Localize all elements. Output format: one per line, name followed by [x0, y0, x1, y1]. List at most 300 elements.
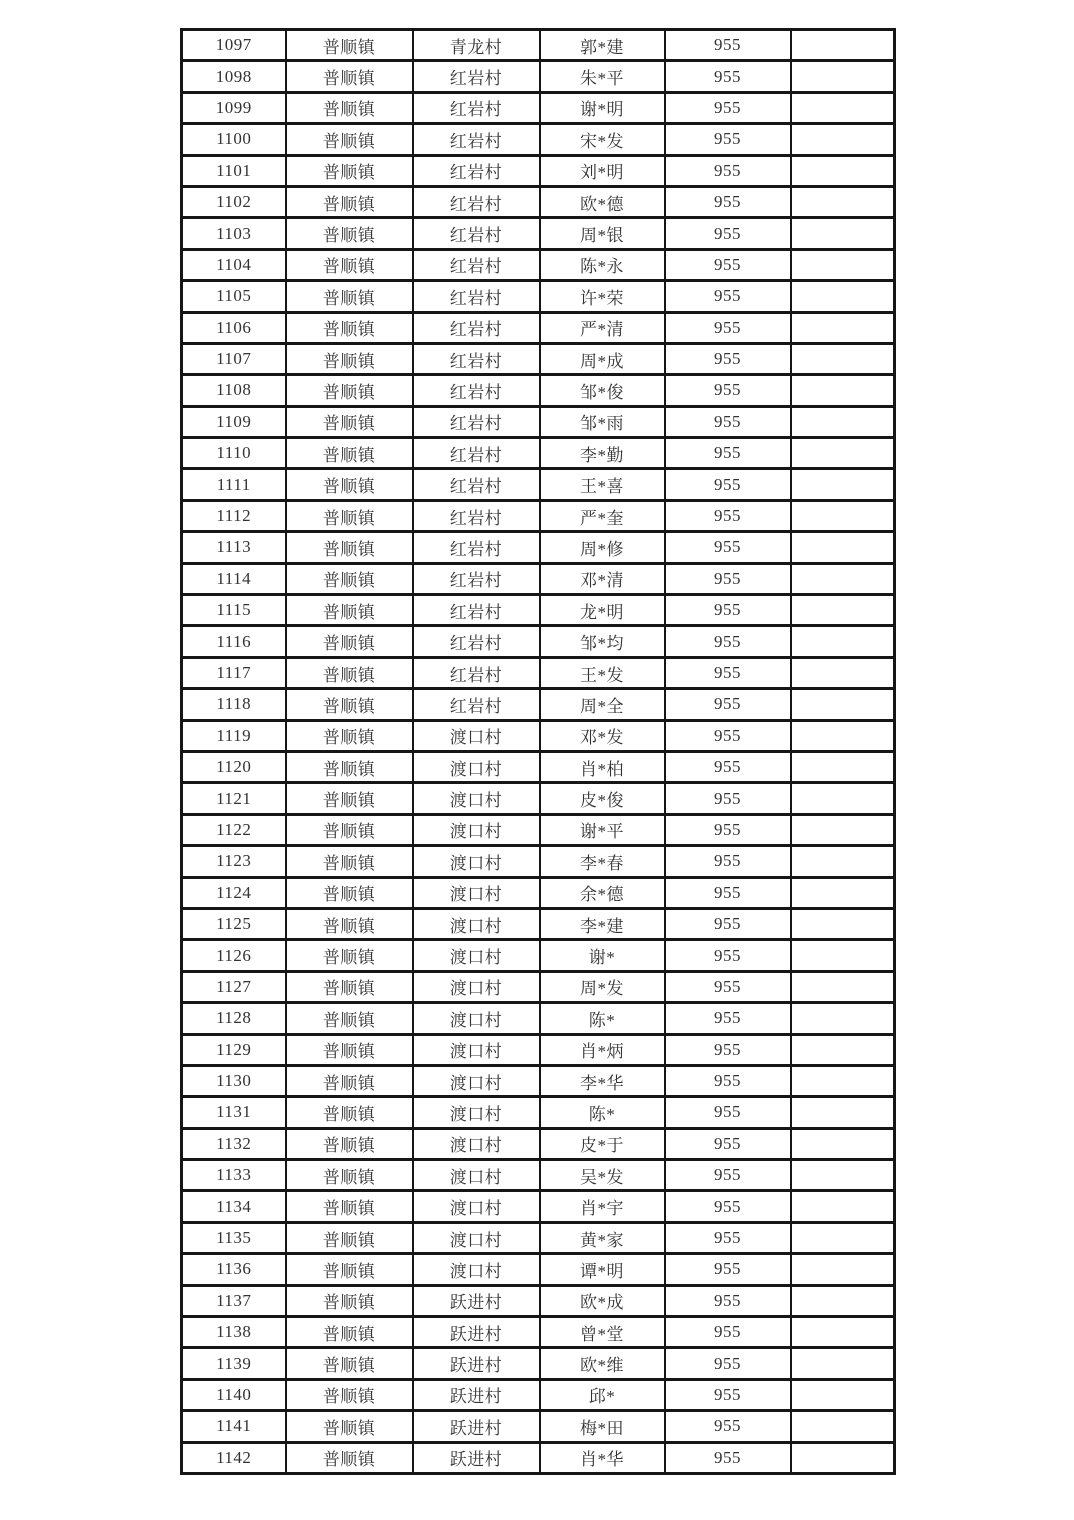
masked-name-cell: 陈*永	[540, 249, 665, 280]
table-row	[182, 846, 895, 877]
town-cell: 普顺镇	[286, 249, 413, 280]
serial-number-cell: 1121	[182, 783, 286, 814]
village-cell: 渡口村	[413, 971, 540, 1002]
village-cell: 渡口村	[413, 1191, 540, 1222]
masked-name-cell: 郭*建	[540, 30, 665, 61]
code-cell: 955	[665, 814, 791, 845]
empty-cell	[791, 406, 895, 437]
code-cell: 955	[665, 406, 791, 437]
serial-number-cell: 1132	[182, 1128, 286, 1159]
town-cell: 普顺镇	[286, 1379, 413, 1410]
masked-name-cell: 邹*均	[540, 626, 665, 657]
code-cell: 955	[665, 218, 791, 249]
serial-number-cell: 1113	[182, 532, 286, 563]
table-row	[182, 1348, 895, 1379]
village-cell: 跃进村	[413, 1348, 540, 1379]
table-row	[182, 940, 895, 971]
code-cell: 955	[665, 1097, 791, 1128]
town-cell: 普顺镇	[286, 218, 413, 249]
table-row	[182, 124, 895, 155]
serial-number-cell: 1117	[182, 657, 286, 688]
serial-number-cell: 1129	[182, 1034, 286, 1065]
empty-cell	[791, 1222, 895, 1253]
table-row	[182, 500, 895, 531]
serial-number-cell: 1142	[182, 1442, 286, 1473]
empty-cell	[791, 281, 895, 312]
town-cell: 普顺镇	[286, 343, 413, 374]
serial-number-cell: 1128	[182, 1003, 286, 1034]
empty-cell	[791, 908, 895, 939]
empty-cell	[791, 155, 895, 186]
code-cell: 955	[665, 626, 791, 657]
code-cell: 955	[665, 1222, 791, 1253]
masked-name-cell: 欧*德	[540, 186, 665, 217]
village-cell: 红岩村	[413, 595, 540, 626]
serial-number-cell: 1131	[182, 1097, 286, 1128]
village-cell: 渡口村	[413, 877, 540, 908]
masked-name-cell: 黄*家	[540, 1222, 665, 1253]
town-cell: 普顺镇	[286, 532, 413, 563]
town-cell: 普顺镇	[286, 1442, 413, 1473]
empty-cell	[791, 751, 895, 782]
serial-number-cell: 1123	[182, 846, 286, 877]
town-cell: 普顺镇	[286, 1254, 413, 1285]
village-cell: 渡口村	[413, 720, 540, 751]
code-cell: 955	[665, 689, 791, 720]
masked-name-cell: 皮*于	[540, 1128, 665, 1159]
masked-name-cell: 邓*清	[540, 563, 665, 594]
village-cell: 青龙村	[413, 30, 540, 61]
village-cell: 跃进村	[413, 1317, 540, 1348]
town-cell: 普顺镇	[286, 1065, 413, 1096]
masked-name-cell: 谢*平	[540, 814, 665, 845]
code-cell: 955	[665, 1379, 791, 1410]
town-cell: 普顺镇	[286, 751, 413, 782]
village-cell: 红岩村	[413, 626, 540, 657]
table-row	[182, 61, 895, 92]
empty-cell	[791, 1191, 895, 1222]
code-cell: 955	[665, 249, 791, 280]
masked-name-cell: 肖*柏	[540, 751, 665, 782]
village-cell: 红岩村	[413, 186, 540, 217]
code-cell: 955	[665, 1034, 791, 1065]
table-row	[182, 469, 895, 500]
town-cell: 普顺镇	[286, 814, 413, 845]
code-cell: 955	[665, 1128, 791, 1159]
village-cell: 红岩村	[413, 124, 540, 155]
code-cell: 955	[665, 846, 791, 877]
empty-cell	[791, 1254, 895, 1285]
town-cell: 普顺镇	[286, 469, 413, 500]
village-cell: 渡口村	[413, 751, 540, 782]
village-cell: 红岩村	[413, 438, 540, 469]
town-cell: 普顺镇	[286, 1191, 413, 1222]
code-cell: 955	[665, 1348, 791, 1379]
serial-number-cell: 1107	[182, 343, 286, 374]
serial-number-cell: 1109	[182, 406, 286, 437]
town-cell: 普顺镇	[286, 940, 413, 971]
masked-name-cell: 欧*成	[540, 1285, 665, 1316]
empty-cell	[791, 940, 895, 971]
serial-number-cell: 1105	[182, 281, 286, 312]
table-row	[182, 689, 895, 720]
serial-number-cell: 1116	[182, 626, 286, 657]
empty-cell	[791, 532, 895, 563]
masked-name-cell: 余*德	[540, 877, 665, 908]
village-cell: 红岩村	[413, 657, 540, 688]
serial-number-cell: 1106	[182, 312, 286, 343]
masked-name-cell: 肖*华	[540, 1442, 665, 1473]
empty-cell	[791, 375, 895, 406]
serial-number-cell: 1118	[182, 689, 286, 720]
code-cell: 955	[665, 595, 791, 626]
empty-cell	[791, 877, 895, 908]
serial-number-cell: 1141	[182, 1411, 286, 1442]
table-row	[182, 971, 895, 1002]
serial-number-cell: 1101	[182, 155, 286, 186]
town-cell: 普顺镇	[286, 186, 413, 217]
code-cell: 955	[665, 1411, 791, 1442]
code-cell: 955	[665, 1317, 791, 1348]
masked-name-cell: 许*荣	[540, 281, 665, 312]
village-cell: 渡口村	[413, 908, 540, 939]
town-cell: 普顺镇	[286, 563, 413, 594]
table-row	[182, 155, 895, 186]
masked-name-cell: 周*全	[540, 689, 665, 720]
table-row	[182, 1411, 895, 1442]
code-cell: 955	[665, 940, 791, 971]
code-cell: 955	[665, 92, 791, 123]
masked-name-cell: 周*银	[540, 218, 665, 249]
town-cell: 普顺镇	[286, 657, 413, 688]
town-cell: 普顺镇	[286, 375, 413, 406]
village-cell: 渡口村	[413, 814, 540, 845]
empty-cell	[791, 469, 895, 500]
village-cell: 渡口村	[413, 1097, 540, 1128]
code-cell: 955	[665, 720, 791, 751]
town-cell: 普顺镇	[286, 626, 413, 657]
table-row	[182, 877, 895, 908]
town-cell: 普顺镇	[286, 155, 413, 186]
empty-cell	[791, 1348, 895, 1379]
table-row	[182, 1160, 895, 1191]
masked-name-cell: 周*修	[540, 532, 665, 563]
table-row	[182, 908, 895, 939]
village-cell: 渡口村	[413, 846, 540, 877]
empty-cell	[791, 971, 895, 1002]
masked-name-cell: 皮*俊	[540, 783, 665, 814]
empty-cell	[791, 783, 895, 814]
masked-name-cell: 邱*	[540, 1379, 665, 1410]
masked-name-cell: 邹*俊	[540, 375, 665, 406]
code-cell: 955	[665, 61, 791, 92]
masked-name-cell: 李*华	[540, 1065, 665, 1096]
table-row	[182, 1285, 895, 1316]
town-cell: 普顺镇	[286, 720, 413, 751]
town-cell: 普顺镇	[286, 92, 413, 123]
empty-cell	[791, 1034, 895, 1065]
serial-number-cell: 1114	[182, 563, 286, 594]
town-cell: 普顺镇	[286, 124, 413, 155]
table-row	[182, 1191, 895, 1222]
masked-name-cell: 肖*炳	[540, 1034, 665, 1065]
masked-name-cell: 谢*明	[540, 92, 665, 123]
table-row	[182, 657, 895, 688]
masked-name-cell: 邹*雨	[540, 406, 665, 437]
masked-name-cell: 肖*宇	[540, 1191, 665, 1222]
empty-cell	[791, 1411, 895, 1442]
serial-number-cell: 1124	[182, 877, 286, 908]
empty-cell	[791, 1160, 895, 1191]
empty-cell	[791, 1442, 895, 1473]
table-row	[182, 1317, 895, 1348]
code-cell: 955	[665, 1285, 791, 1316]
serial-number-cell: 1119	[182, 720, 286, 751]
code-cell: 955	[665, 30, 791, 61]
masked-name-cell: 周*成	[540, 343, 665, 374]
code-cell: 955	[665, 1442, 791, 1473]
village-cell: 渡口村	[413, 940, 540, 971]
serial-number-cell: 1140	[182, 1379, 286, 1410]
serial-number-cell: 1102	[182, 186, 286, 217]
village-cell: 红岩村	[413, 406, 540, 437]
code-cell: 955	[665, 469, 791, 500]
town-cell: 普顺镇	[286, 1285, 413, 1316]
table-row	[182, 1097, 895, 1128]
village-cell: 红岩村	[413, 218, 540, 249]
table-row	[182, 92, 895, 123]
village-cell: 红岩村	[413, 312, 540, 343]
serial-number-cell: 1103	[182, 218, 286, 249]
empty-cell	[791, 124, 895, 155]
town-cell: 普顺镇	[286, 406, 413, 437]
records-table	[180, 28, 896, 1475]
code-cell: 955	[665, 186, 791, 217]
masked-name-cell: 宋*发	[540, 124, 665, 155]
code-cell: 955	[665, 532, 791, 563]
town-cell: 普顺镇	[286, 1097, 413, 1128]
village-cell: 红岩村	[413, 563, 540, 594]
town-cell: 普顺镇	[286, 908, 413, 939]
table-row	[182, 563, 895, 594]
village-cell: 红岩村	[413, 249, 540, 280]
village-cell: 渡口村	[413, 1003, 540, 1034]
table-row	[182, 626, 895, 657]
village-cell: 渡口村	[413, 1254, 540, 1285]
serial-number-cell: 1115	[182, 595, 286, 626]
masked-name-cell: 谢*	[540, 940, 665, 971]
empty-cell	[791, 218, 895, 249]
table-row	[182, 186, 895, 217]
code-cell: 955	[665, 281, 791, 312]
empty-cell	[791, 595, 895, 626]
serial-number-cell: 1104	[182, 249, 286, 280]
table-row	[182, 532, 895, 563]
village-cell: 跃进村	[413, 1442, 540, 1473]
code-cell: 955	[665, 438, 791, 469]
village-cell: 红岩村	[413, 375, 540, 406]
table-row	[182, 1254, 895, 1285]
town-cell: 普顺镇	[286, 1034, 413, 1065]
records-table-body	[182, 30, 895, 1474]
table-row	[182, 343, 895, 374]
town-cell: 普顺镇	[286, 312, 413, 343]
town-cell: 普顺镇	[286, 1003, 413, 1034]
serial-number-cell: 1111	[182, 469, 286, 500]
village-cell: 红岩村	[413, 689, 540, 720]
serial-number-cell: 1137	[182, 1285, 286, 1316]
empty-cell	[791, 92, 895, 123]
town-cell: 普顺镇	[286, 61, 413, 92]
code-cell: 955	[665, 783, 791, 814]
masked-name-cell: 李*春	[540, 846, 665, 877]
table-row	[182, 751, 895, 782]
town-cell: 普顺镇	[286, 689, 413, 720]
village-cell: 红岩村	[413, 92, 540, 123]
serial-number-cell: 1133	[182, 1160, 286, 1191]
town-cell: 普顺镇	[286, 1160, 413, 1191]
code-cell: 955	[665, 155, 791, 186]
town-cell: 普顺镇	[286, 1317, 413, 1348]
masked-name-cell: 李*建	[540, 908, 665, 939]
town-cell: 普顺镇	[286, 1222, 413, 1253]
empty-cell	[791, 186, 895, 217]
masked-name-cell: 欧*维	[540, 1348, 665, 1379]
village-cell: 红岩村	[413, 61, 540, 92]
code-cell: 955	[665, 908, 791, 939]
table-row	[182, 1034, 895, 1065]
masked-name-cell: 邓*发	[540, 720, 665, 751]
table-row	[182, 1442, 895, 1473]
empty-cell	[791, 1285, 895, 1316]
town-cell: 普顺镇	[286, 783, 413, 814]
empty-cell	[791, 626, 895, 657]
table-row	[182, 1128, 895, 1159]
town-cell: 普顺镇	[286, 281, 413, 312]
town-cell: 普顺镇	[286, 595, 413, 626]
masked-name-cell: 严*清	[540, 312, 665, 343]
masked-name-cell: 刘*明	[540, 155, 665, 186]
serial-number-cell: 1122	[182, 814, 286, 845]
serial-number-cell: 1120	[182, 751, 286, 782]
empty-cell	[791, 61, 895, 92]
code-cell: 955	[665, 1191, 791, 1222]
table-row	[182, 312, 895, 343]
empty-cell	[791, 846, 895, 877]
village-cell: 红岩村	[413, 532, 540, 563]
serial-number-cell: 1099	[182, 92, 286, 123]
empty-cell	[791, 657, 895, 688]
masked-name-cell: 朱*平	[540, 61, 665, 92]
town-cell: 普顺镇	[286, 1128, 413, 1159]
code-cell: 955	[665, 1003, 791, 1034]
empty-cell	[791, 563, 895, 594]
code-cell: 955	[665, 877, 791, 908]
masked-name-cell: 王*发	[540, 657, 665, 688]
table-row	[182, 1003, 895, 1034]
code-cell: 955	[665, 312, 791, 343]
village-cell: 渡口村	[413, 1222, 540, 1253]
serial-number-cell: 1112	[182, 500, 286, 531]
serial-number-cell: 1134	[182, 1191, 286, 1222]
serial-number-cell: 1138	[182, 1317, 286, 1348]
masked-name-cell: 谭*明	[540, 1254, 665, 1285]
code-cell: 955	[665, 751, 791, 782]
village-cell: 红岩村	[413, 500, 540, 531]
empty-cell	[791, 1128, 895, 1159]
serial-number-cell: 1126	[182, 940, 286, 971]
empty-cell	[791, 343, 895, 374]
town-cell: 普顺镇	[286, 1411, 413, 1442]
village-cell: 渡口村	[413, 1160, 540, 1191]
village-cell: 红岩村	[413, 343, 540, 374]
masked-name-cell: 周*发	[540, 971, 665, 1002]
code-cell: 955	[665, 1254, 791, 1285]
serial-number-cell: 1100	[182, 124, 286, 155]
table-row	[182, 406, 895, 437]
code-cell: 955	[665, 1160, 791, 1191]
town-cell: 普顺镇	[286, 30, 413, 61]
table-row	[182, 281, 895, 312]
town-cell: 普顺镇	[286, 1348, 413, 1379]
table-row	[182, 720, 895, 751]
masked-name-cell: 吴*发	[540, 1160, 665, 1191]
code-cell: 955	[665, 343, 791, 374]
village-cell: 渡口村	[413, 783, 540, 814]
table-row	[182, 783, 895, 814]
table-row	[182, 1222, 895, 1253]
code-cell: 955	[665, 1065, 791, 1096]
code-cell: 955	[665, 375, 791, 406]
table-row	[182, 375, 895, 406]
serial-number-cell: 1136	[182, 1254, 286, 1285]
table-row	[182, 1379, 895, 1410]
masked-name-cell: 严*奎	[540, 500, 665, 531]
masked-name-cell: 龙*明	[540, 595, 665, 626]
empty-cell	[791, 1097, 895, 1128]
empty-cell	[791, 1317, 895, 1348]
empty-cell	[791, 1379, 895, 1410]
serial-number-cell: 1127	[182, 971, 286, 1002]
empty-cell	[791, 1003, 895, 1034]
masked-name-cell: 曾*堂	[540, 1317, 665, 1348]
table-row	[182, 595, 895, 626]
code-cell: 955	[665, 124, 791, 155]
village-cell: 红岩村	[413, 469, 540, 500]
serial-number-cell: 1108	[182, 375, 286, 406]
town-cell: 普顺镇	[286, 500, 413, 531]
village-cell: 跃进村	[413, 1379, 540, 1410]
table-row	[182, 30, 895, 61]
village-cell: 渡口村	[413, 1065, 540, 1096]
code-cell: 955	[665, 563, 791, 594]
table-row	[182, 249, 895, 280]
serial-number-cell: 1139	[182, 1348, 286, 1379]
village-cell: 渡口村	[413, 1034, 540, 1065]
code-cell: 955	[665, 657, 791, 688]
empty-cell	[791, 438, 895, 469]
empty-cell	[791, 814, 895, 845]
serial-number-cell: 1130	[182, 1065, 286, 1096]
empty-cell	[791, 30, 895, 61]
serial-number-cell: 1097	[182, 30, 286, 61]
serial-number-cell: 1135	[182, 1222, 286, 1253]
masked-name-cell: 李*勤	[540, 438, 665, 469]
serial-number-cell: 1110	[182, 438, 286, 469]
serial-number-cell: 1098	[182, 61, 286, 92]
masked-name-cell: 梅*田	[540, 1411, 665, 1442]
empty-cell	[791, 500, 895, 531]
